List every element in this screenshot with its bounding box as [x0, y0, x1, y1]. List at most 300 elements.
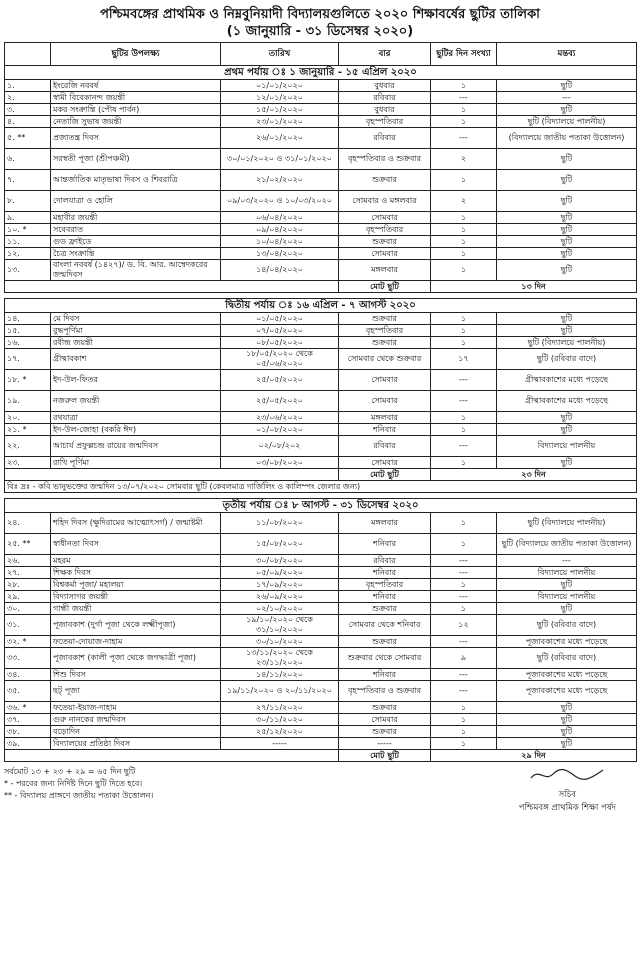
row-occasion: বিশ্বকর্মা পূজা/ মহালয়া [51, 579, 221, 591]
row-remark: ছুটি [497, 603, 637, 615]
footnote-single-star: * - পরবের জন্য নির্দিষ্ট দিনে ছুটি দিতে হবে। [4, 779, 143, 788]
row-date: ২৩/০৬/২০২০ [221, 412, 339, 424]
row-count: ১ [431, 248, 497, 260]
row-remark: ছুটি [497, 260, 637, 281]
row-count: ২ [431, 149, 497, 170]
row-occasion: আন্তর্জাতিক মাতৃভাষা দিবস ও শিবরাত্রি [51, 170, 221, 191]
row-day: শুক্রবার [339, 636, 431, 648]
row-occasion: গুড ফ্রাইডে [51, 236, 221, 248]
row-day: রবিবার [339, 128, 431, 149]
row-remark: বিদ্যালয়ে পালনীয় [497, 591, 637, 603]
row-count: --- [431, 681, 497, 702]
row-occasion: গুরু নানকের জন্মদিবস [51, 714, 221, 726]
row-remark: --- [497, 92, 637, 104]
row-count: ১ [431, 603, 497, 615]
table-row [5, 738, 637, 750]
footer [4, 766, 636, 813]
total-label: মোট ছুটি [339, 750, 431, 762]
row-date: ০১/০৮/২০২০ [221, 424, 339, 436]
row-day: ----- [339, 738, 431, 750]
row-count: --- [431, 567, 497, 579]
row-count: ১ [431, 224, 497, 236]
row-serial: ১২. [5, 248, 51, 260]
row-serial: ৩. [5, 104, 51, 116]
row-occasion: মকর সংক্রান্তি (পৌষ পার্বন) [51, 104, 221, 116]
row-day: বুধবার [339, 104, 431, 116]
row-remark: ছুটি (রবিবার বাদে) [497, 349, 637, 370]
table-row [5, 191, 637, 212]
row-day: বৃহস্পতিবার [339, 579, 431, 591]
table-row [5, 603, 637, 615]
table-row [5, 579, 637, 591]
row-day: সোমবার [339, 457, 431, 469]
row-date: ১৯/১১/২০২০ ও ২০/১১/২০২০ [221, 681, 339, 702]
phase-header-row [5, 299, 637, 313]
document-title: পশ্চিমবঙ্গের প্রাথমিক ও নিম্নবুনিয়াদী বিদ্যালয়গুলিতে ২০২০ শিক্ষাবর্ষের ছুটির তালিকা [100, 7, 540, 22]
row-remark: ছুটি (রবিবার বাদে) [497, 648, 637, 669]
table-row [5, 260, 637, 281]
table-row [5, 591, 637, 603]
row-day: বুধবার [339, 80, 431, 92]
row-occasion: রবীন্দ্র জয়ন্তী [51, 337, 221, 349]
row-serial: ২. [5, 92, 51, 104]
row-serial: ১. [5, 80, 51, 92]
row-occasion: নজরুল জয়ন্তী [51, 391, 221, 412]
row-occasion: ইংরেজি নববর্ষ [51, 80, 221, 92]
row-date: ১১/০৮/২০২০ [221, 513, 339, 534]
row-day: শুক্রবার [339, 337, 431, 349]
row-date: ০৮/০৫/২০২০ [221, 337, 339, 349]
row-date: ----- [221, 738, 339, 750]
row-date: ১৯/১০/২০২০ থেকে ৩১/১০/২০২০ [221, 615, 339, 636]
row-date: ৩০/০৮/২০২০ [221, 555, 339, 567]
row-day: সোমবার ও মঙ্গলবার [339, 191, 431, 212]
row-occasion: বাংলা নববর্ষ (১৪২৭)/ ড. বি. আর. আম্বেদকরের জন্মদিবস [51, 260, 221, 281]
row-count: --- [431, 669, 497, 681]
row-remark: ছুটি [497, 236, 637, 248]
table-row [5, 349, 637, 370]
row-date: ০১/০১/২০২০ [221, 80, 339, 92]
row-remark: পূজাবকাশের মধ্যে পড়েছে [497, 669, 637, 681]
table-row [5, 236, 637, 248]
footnote-double-star: ** - বিদ্যালয় প্রাঙ্গণে জাতীয় পতাকা উত্তোলন। [4, 791, 154, 800]
row-count: ১ [431, 738, 497, 750]
row-occasion: পূজাবকাশ (দুর্গা পূজা থেকে লক্ষ্মীপূজা) [51, 615, 221, 636]
table-row [5, 80, 637, 92]
row-serial: ২৯. [5, 591, 51, 603]
row-occasion: রথযাত্রা [51, 412, 221, 424]
row-day: বৃহস্পতিবার [339, 116, 431, 128]
row-occasion: মহাবীর জয়ন্তী [51, 212, 221, 224]
row-remark: ছুটি [497, 104, 637, 116]
row-date: ৩০/১১/২০২০ [221, 714, 339, 726]
row-day: সোমবার থেকে শুক্রবার [339, 349, 431, 370]
row-date: ২১/০২/২০২০ [221, 170, 339, 191]
row-occasion: পূজাবকাশ (কালী পূজা থেকে জগদ্ধাত্রী পূজা) [51, 648, 221, 669]
row-remark: ছুটি [497, 702, 637, 714]
row-serial: ৩০. [5, 603, 51, 615]
row-occasion: বুদ্ধপূর্ণিমা [51, 325, 221, 337]
row-date: ২৩/০১/২০২০ [221, 116, 339, 128]
row-serial: ২৪. [5, 513, 51, 534]
row-date: ৩০/০১/২০২০ ও ৩১/০১/২০২০ [221, 149, 339, 170]
table-row [5, 313, 637, 325]
row-day: শুক্রবার [339, 236, 431, 248]
row-serial: ২৭. [5, 567, 51, 579]
holiday-table [4, 42, 637, 762]
row-remark: ছুটি [497, 248, 637, 260]
signature-office: পশ্চিমবঙ্গ প্রাথমিক শিক্ষা পর্ষদ [518, 803, 616, 813]
row-occasion: গান্ধী জয়ন্তী [51, 603, 221, 615]
table-row [5, 149, 637, 170]
table-row [5, 92, 637, 104]
row-date: ৩০/১০/২০২০ [221, 636, 339, 648]
row-date: ০২/১০/২০২০ [221, 603, 339, 615]
row-remark: ছুটি (বিদ্যালয়ে জাতীয় পতাকা উত্তোলন) [497, 534, 637, 555]
total-spacer [5, 281, 339, 293]
row-occasion: মহরম [51, 555, 221, 567]
row-day: শনিবার [339, 424, 431, 436]
header-occasion: ছুটির উপলক্ষ্য [51, 43, 221, 66]
table-row [5, 457, 637, 469]
row-count: ১ [431, 80, 497, 92]
table-row [5, 337, 637, 349]
table-row [5, 681, 637, 702]
total-spacer [5, 469, 339, 481]
table-row [5, 212, 637, 224]
row-date: ০৯/০৩/২০২০ ও ১০/০৩/২০২০ [221, 191, 339, 212]
row-occasion: ফতেয়া-ইয়াজ-দাহাম [51, 702, 221, 714]
row-count: --- [431, 591, 497, 603]
row-day: সোমবার [339, 391, 431, 412]
row-date: ১৫/০৮/২০২০ [221, 534, 339, 555]
row-date: ১০/০৪/২০২০ [221, 236, 339, 248]
row-count: ১ [431, 457, 497, 469]
row-date: ১২/০১/২০২০ [221, 92, 339, 104]
row-count: ১ [431, 236, 497, 248]
phase-title: দ্বিতীয় পর্যায় ঃ ১৬ এপ্রিল - ৭ আগস্ট ২০২০ [5, 299, 637, 313]
table-row [5, 436, 637, 457]
row-serial: ১৪. [5, 313, 51, 325]
row-remark: ছুটি (বিদ্যালয়ে পালনীয়) [497, 116, 637, 128]
row-serial: ৬. [5, 149, 51, 170]
table-row [5, 370, 637, 391]
row-serial: ৪. [5, 116, 51, 128]
table-row [5, 128, 637, 149]
row-occasion: প্রজাতন্ত্র দিবস [51, 128, 221, 149]
table-row [5, 424, 637, 436]
row-remark: ছুটি (বিদ্যালয়ে পালনীয়) [497, 513, 637, 534]
row-day: শুক্রবার [339, 170, 431, 191]
row-date: ২৬/০১/২০২০ [221, 128, 339, 149]
total-value: ১৩ দিন [431, 281, 637, 293]
row-count: ১ [431, 534, 497, 555]
row-count: --- [431, 636, 497, 648]
row-day: সোমবার [339, 714, 431, 726]
row-serial: ৩৩. [5, 648, 51, 669]
row-date: ১৪/১১/২০২০ [221, 669, 339, 681]
row-count: ১ [431, 714, 497, 726]
row-count: ১ [431, 170, 497, 191]
row-serial: ২৫. ** [5, 534, 51, 555]
row-count: ১ [431, 412, 497, 424]
phase-title: প্রথম পর্যায় ঃ ১ জানুয়ারি - ১৫ এপ্রিল ২০২০ [5, 66, 637, 80]
row-day: শনিবার [339, 669, 431, 681]
table-row [5, 104, 637, 116]
total-value: ২৩ দিন [431, 469, 637, 481]
total-spacer [5, 750, 339, 762]
row-serial: ১০. * [5, 224, 51, 236]
row-date: ০৫/০৯/২০২০ [221, 567, 339, 579]
row-remark: বিদ্যালয়ে পালনীয় [497, 436, 637, 457]
table-row [5, 248, 637, 260]
row-occasion: সরস্বতী পূজা (শ্রীপঞ্চমী) [51, 149, 221, 170]
row-day: বৃহস্পতিবার ও শুক্রবার [339, 681, 431, 702]
row-date: ২৭/১১/২০২০ [221, 702, 339, 714]
row-serial: ১৬. [5, 337, 51, 349]
row-occasion: দোলযাত্রা ও হোলি [51, 191, 221, 212]
row-remark: ছুটি [497, 726, 637, 738]
row-date: ০৬/০৪/২০২০ [221, 212, 339, 224]
signature-designation: সচিব [558, 790, 577, 800]
row-count: ১ [431, 260, 497, 281]
row-remark: গ্রীষ্মাবকাশের মধ্যে পড়েছে [497, 391, 637, 412]
row-occasion: বিদ্যালয়ের প্রতিষ্ঠা দিবস [51, 738, 221, 750]
row-serial: ১৮. * [5, 370, 51, 391]
row-count: ১ [431, 579, 497, 591]
grand-total: সর্বমোট ১৩ + ২৩ + ২৯ = ৬৫ দিন ছুটি [4, 767, 136, 776]
table-row [5, 116, 637, 128]
table-row [5, 567, 637, 579]
row-serial: ৩৫. [5, 681, 51, 702]
row-occasion: আচার্য প্রফুল্লচন্দ্র রায়ের জন্মদিবস [51, 436, 221, 457]
header-day: বার [339, 43, 431, 66]
table-body [5, 66, 637, 762]
row-count: ৯ [431, 648, 497, 669]
row-remark: ছুটি [497, 738, 637, 750]
row-day: শুক্রবার [339, 313, 431, 325]
table-row [5, 513, 637, 534]
phase-total-row [5, 750, 637, 762]
row-serial: ৭. [5, 170, 51, 191]
total-label: মোট ছুটি [339, 281, 431, 293]
row-count: --- [431, 92, 497, 104]
phase-note: বিঃ দ্রঃ - কবি ভানুভক্তের জন্মদিন ১৩/০৭/২০২০ সোমবার ছুটি (কেবলমাত্র দার্জিলিং ও কালিম্পং জেলার জন্য) [5, 481, 637, 493]
row-occasion: বড়োদিন [51, 726, 221, 738]
row-day: শুক্রবার থেকে সোমবার [339, 648, 431, 669]
row-day: শনিবার [339, 567, 431, 579]
signature-block [519, 766, 616, 815]
header-serial [5, 43, 51, 66]
row-remark: ছুটি [497, 424, 637, 436]
phase-title: তৃতীয় পর্যায় ঃ ৮ আগস্ট - ৩১ ডিসেম্বর ২০২০ [5, 499, 637, 513]
row-date: ০৭/০৫/২০২০ [221, 325, 339, 337]
row-remark: ছুটি [497, 149, 637, 170]
row-occasion: ফতেয়া-দোয়াজ-দাহাম [51, 636, 221, 648]
phase-total-row [5, 469, 637, 481]
row-count: ২ [431, 191, 497, 212]
row-count: --- [431, 128, 497, 149]
row-occasion: রাখি পূর্ণিমা [51, 457, 221, 469]
row-remark: বিদ্যালয়ে পালনীয় [497, 567, 637, 579]
table-row [5, 669, 637, 681]
total-label: মোট ছুটি [339, 469, 431, 481]
row-occasion: নেতাজি সুভাষ জয়ন্তী [51, 116, 221, 128]
row-serial: ৩৬. * [5, 702, 51, 714]
row-serial: ৩৯. [5, 738, 51, 750]
row-day: শনিবার [339, 534, 431, 555]
row-occasion: ইদ-উল-ফিতর [51, 370, 221, 391]
row-remark: ছুটি [497, 579, 637, 591]
row-remark: ছুটি [497, 457, 637, 469]
row-count: ১ [431, 116, 497, 128]
row-count: ১ [431, 424, 497, 436]
phase-total-row [5, 281, 637, 293]
row-serial: ৩২. * [5, 636, 51, 648]
row-date: ২৫/০৫/২০২০ [221, 391, 339, 412]
row-day: বৃহস্পতিবার [339, 224, 431, 236]
row-day: সোমবার [339, 248, 431, 260]
row-date: ১৭/০৯/২০২০ [221, 579, 339, 591]
row-count: --- [431, 555, 497, 567]
row-remark: ছুটি [497, 170, 637, 191]
row-date: ১৮/০৫/২০২০ থেকে ০৫/০৬/২০২০ [221, 349, 339, 370]
row-date: ১৫/০১/২০২০ [221, 104, 339, 116]
row-occasion: মে দিবস [51, 313, 221, 325]
row-occasion: ছট্ পূজা [51, 681, 221, 702]
row-date: ২৫/০৫/২০২০ [221, 370, 339, 391]
row-date: ০১/০৫/২০২০ [221, 313, 339, 325]
row-occasion: বিদ্যাসাগর জয়ন্তী [51, 591, 221, 603]
row-day: শুক্রবার [339, 726, 431, 738]
row-serial: ৩৮. [5, 726, 51, 738]
header-count: ছুটির দিন সংখ্যা [431, 43, 497, 66]
row-count: ১ [431, 212, 497, 224]
row-occasion: শিক্ষক দিবস [51, 567, 221, 579]
document-subtitle: (১ জানুয়ারি - ৩১ ডিসেম্বর ২০২০) [226, 24, 414, 39]
row-day: রবিবার [339, 436, 431, 457]
header-remark: মন্তব্য [497, 43, 637, 66]
row-serial: ৩১. [5, 615, 51, 636]
table-row [5, 615, 637, 636]
holiday-list-document [4, 0, 636, 813]
table-header-row [5, 43, 637, 66]
row-serial: ১৭. [5, 349, 51, 370]
row-date: ১৩/১১/২০২০ থেকে ২৩/১১/২০২০ [221, 648, 339, 669]
table-row [5, 636, 637, 648]
row-date: ১৪/০৪/২০২০ [221, 260, 339, 281]
row-serial: ১৫. [5, 325, 51, 337]
row-day: মঙ্গলবার [339, 513, 431, 534]
row-remark: ছুটি [497, 224, 637, 236]
row-remark: ছুটি [497, 325, 637, 337]
phase-header-row [5, 66, 637, 80]
row-serial: ২৩. [5, 457, 51, 469]
row-remark: ছুটি [497, 714, 637, 726]
row-count: ১ [431, 702, 497, 714]
row-remark: --- [497, 555, 637, 567]
row-serial: ২৮. [5, 579, 51, 591]
row-occasion: সবেবরাত [51, 224, 221, 236]
row-count: ১ [431, 337, 497, 349]
row-date: ২৬/০৯/২০২০ [221, 591, 339, 603]
table-row [5, 555, 637, 567]
table-row [5, 224, 637, 236]
row-remark: ছুটি [497, 191, 637, 212]
row-count: ১ [431, 726, 497, 738]
row-day: রবিবার [339, 92, 431, 104]
row-serial: ১৩. [5, 260, 51, 281]
row-serial: ২০. [5, 412, 51, 424]
row-serial: ২১. * [5, 424, 51, 436]
row-count: --- [431, 391, 497, 412]
signature-mark [527, 766, 607, 784]
table-row [5, 325, 637, 337]
row-date: ২৫/১২/২০২০ [221, 726, 339, 738]
row-date: ০৩/০৮/২০২০ [221, 457, 339, 469]
table-row [5, 170, 637, 191]
row-day: শুক্রবার [339, 702, 431, 714]
row-remark: গ্রীষ্মাবকাশের মধ্যে পড়েছে [497, 370, 637, 391]
row-count: ১ [431, 513, 497, 534]
row-remark: ছুটি [497, 412, 637, 424]
row-occasion: শিশু দিবস [51, 669, 221, 681]
row-count: ১ [431, 104, 497, 116]
row-date: ০২/০৮/২০২ [221, 436, 339, 457]
row-day: শনিবার [339, 591, 431, 603]
row-serial: ৫. ** [5, 128, 51, 149]
row-day: বৃহস্পতিবার ও শুক্রবার [339, 149, 431, 170]
row-serial: ৩৪. [5, 669, 51, 681]
row-day: মঙ্গলবার [339, 412, 431, 424]
header-date: তারিখ [221, 43, 339, 66]
row-serial: ৩৭. [5, 714, 51, 726]
row-day: সোমবার [339, 370, 431, 391]
row-serial: ১১. [5, 236, 51, 248]
row-remark: ছুটি (রবিবার বাদে) [497, 615, 637, 636]
row-remark: (বিদ্যালয়ে জাতীয় পতাকা উত্তোলন) [497, 128, 637, 149]
table-row [5, 648, 637, 669]
row-remark: পূজাবকাশের মধ্যে পড়েছে [497, 636, 637, 648]
table-row [5, 726, 637, 738]
row-count: ১ [431, 325, 497, 337]
row-serial: ১৯. [5, 391, 51, 412]
row-occasion: গ্রীষ্মাবকাশ [51, 349, 221, 370]
row-count: --- [431, 370, 497, 391]
row-day: শুক্রবার [339, 603, 431, 615]
row-remark: ছুটি [497, 212, 637, 224]
row-occasion: ইদ-উল-জোহা (বকরি ঈদ) [51, 424, 221, 436]
row-day: মঙ্গলবার [339, 260, 431, 281]
row-count: --- [431, 436, 497, 457]
row-remark: ছুটি [497, 313, 637, 325]
row-occasion: স্বাধীনতা দিবস [51, 534, 221, 555]
row-remark: ছুটি (বিদ্যালয়ে পালনীয়) [497, 337, 637, 349]
row-count: ১৭ [431, 349, 497, 370]
table-row [5, 534, 637, 555]
phase-header-row [5, 499, 637, 513]
row-day: সোমবার [339, 212, 431, 224]
table-row [5, 391, 637, 412]
row-day: বৃহস্পতিবার [339, 325, 431, 337]
table-row [5, 702, 637, 714]
row-serial: ২৬. [5, 555, 51, 567]
row-date: ১৩/০৪/২০২০ [221, 248, 339, 260]
row-count: ১২ [431, 615, 497, 636]
row-occasion: স্বামী বিবেকানন্দ জয়ন্তী [51, 92, 221, 104]
row-occasion: চৈত্র সংক্রান্তি [51, 248, 221, 260]
row-count: ১ [431, 313, 497, 325]
